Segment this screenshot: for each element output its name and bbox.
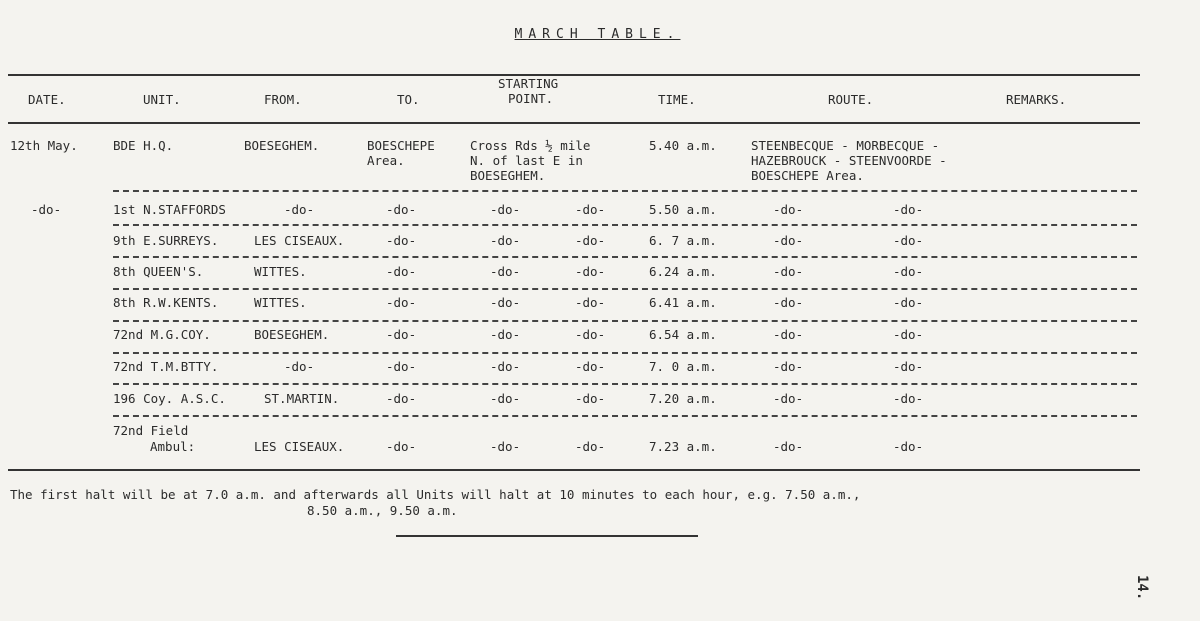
row-route2: -do- — [893, 359, 924, 374]
row-time: 7. 0 a.m. — [649, 359, 717, 374]
row-sp2: -do- — [575, 327, 606, 342]
last-row-route: -do- — [773, 439, 804, 454]
last-row-unit-1: 72nd Field — [113, 423, 189, 438]
top-rule — [8, 74, 1140, 76]
header-unit: UNIT. — [143, 92, 181, 107]
row1-sp-2: N. of last E in — [470, 153, 583, 168]
row-time: 6.41 a.m. — [649, 295, 717, 310]
row-route2: -do- — [893, 202, 924, 217]
row-unit: 72nd T.M.BTTY. — [113, 359, 219, 374]
row-unit: 8th R.W.KENTS. — [113, 295, 219, 310]
row-divider — [113, 415, 1137, 417]
header-to: TO. — [397, 92, 420, 107]
row1-route-2: HAZEBROUCK - STEENVOORDE - — [751, 153, 947, 168]
row1-to-1: BOESCHEPE — [367, 138, 435, 153]
row-route2: -do- — [893, 391, 924, 406]
row-sp: -do- — [490, 391, 521, 406]
row-unit: 1st N.STAFFORDS — [113, 202, 226, 217]
row-route: -do- — [773, 295, 804, 310]
row-divider — [113, 383, 1137, 385]
row-divider — [113, 256, 1137, 258]
row-unit: 196 Coy. A.S.C. — [113, 391, 226, 406]
header-remarks: REMARKS. — [1006, 92, 1067, 107]
row-from: -do- — [284, 202, 315, 217]
row-from: WITTES. — [254, 264, 307, 279]
row1-route-1: STEENBECQUE - MORBECQUE - — [751, 138, 940, 153]
row-route: -do- — [773, 264, 804, 279]
header-time: TIME. — [658, 92, 696, 107]
row1-to-2: Area. — [367, 153, 405, 168]
row-divider — [113, 320, 1137, 322]
row-to: -do- — [386, 391, 417, 406]
last-row-from: LES CISEAUX. — [254, 439, 345, 454]
row1-sp-1: Cross Rds ½ mile — [470, 138, 591, 153]
row-route2: -do- — [893, 233, 924, 248]
row-route: -do- — [773, 327, 804, 342]
title-text: MARCH TABLE. — [514, 27, 681, 42]
row1-from: BOESEGHEM. — [244, 138, 320, 153]
row-sp2: -do- — [575, 295, 606, 310]
row-unit: 8th QUEEN'S. — [113, 264, 204, 279]
row-to: -do- — [386, 202, 417, 217]
row-time: 6. 7 a.m. — [649, 233, 717, 248]
row-sp: -do- — [490, 359, 521, 374]
row1-time: 5.40 a.m. — [649, 138, 717, 153]
closing-rule — [396, 535, 698, 537]
row-sp2: -do- — [575, 202, 606, 217]
row-divider — [113, 288, 1137, 290]
row-from: BOESEGHEM. — [254, 327, 330, 342]
row-date: -do- — [31, 202, 62, 217]
row-route: -do- — [773, 359, 804, 374]
row-from: WITTES. — [254, 295, 307, 310]
last-row-sp: -do- — [490, 439, 521, 454]
last-row-route2: -do- — [893, 439, 924, 454]
header-from: FROM. — [264, 92, 302, 107]
row1-route-3: BOESCHEPE Area. — [751, 168, 864, 183]
last-row-sp2: -do- — [575, 439, 606, 454]
page-number: 14. — [1134, 575, 1150, 601]
row-route2: -do- — [893, 264, 924, 279]
row-to: -do- — [386, 359, 417, 374]
row-route: -do- — [773, 391, 804, 406]
document-title — [0, 28, 1195, 42]
last-row-time: 7.23 a.m. — [649, 439, 717, 454]
row-divider — [113, 352, 1137, 354]
row1-unit: BDE H.Q. — [113, 138, 174, 153]
row-to: -do- — [386, 264, 417, 279]
row-divider — [113, 190, 1137, 192]
last-row-unit-2: Ambul: — [150, 439, 196, 454]
row-sp2: -do- — [575, 264, 606, 279]
row-sp: -do- — [490, 327, 521, 342]
row-from: -do- — [284, 359, 315, 374]
header-starting-2: POINT. — [508, 91, 554, 106]
row1-date: 12th May. — [10, 138, 78, 153]
row-sp2: -do- — [575, 233, 606, 248]
bottom-rule — [8, 469, 1140, 471]
row-from: ST.MARTIN. — [264, 391, 340, 406]
header-route: ROUTE. — [828, 92, 874, 107]
row-unit: 9th E.SURREYS. — [113, 233, 219, 248]
footer-line-1: The first halt will be at 7.0 a.m. and afterwards all Units will halt at 10 minutes to each hour, e.g. 7.50 a.m., — [10, 487, 861, 502]
header-date: DATE. — [28, 92, 66, 107]
row-time: 7.20 a.m. — [649, 391, 717, 406]
row-sp: -do- — [490, 202, 521, 217]
row-to: -do- — [386, 233, 417, 248]
row-time: 5.50 a.m. — [649, 202, 717, 217]
row-to: -do- — [386, 295, 417, 310]
row-sp: -do- — [490, 295, 521, 310]
row1-sp-3: BOESEGHEM. — [470, 168, 546, 183]
last-row-to: -do- — [386, 439, 417, 454]
row-time: 6.54 a.m. — [649, 327, 717, 342]
header-starting-1: STARTING — [498, 76, 559, 91]
footer-line-2: 8.50 a.m., 9.50 a.m. — [307, 503, 458, 518]
row-route: -do- — [773, 233, 804, 248]
header-rule — [8, 122, 1140, 124]
row-to: -do- — [386, 327, 417, 342]
row-route2: -do- — [893, 327, 924, 342]
row-sp2: -do- — [575, 391, 606, 406]
row-unit: 72nd M.G.COY. — [113, 327, 211, 342]
row-time: 6.24 a.m. — [649, 264, 717, 279]
row-sp: -do- — [490, 264, 521, 279]
row-route: -do- — [773, 202, 804, 217]
row-route2: -do- — [893, 295, 924, 310]
row-sp: -do- — [490, 233, 521, 248]
row-from: LES CISEAUX. — [254, 233, 345, 248]
row-divider — [113, 224, 1137, 226]
row-sp2: -do- — [575, 359, 606, 374]
